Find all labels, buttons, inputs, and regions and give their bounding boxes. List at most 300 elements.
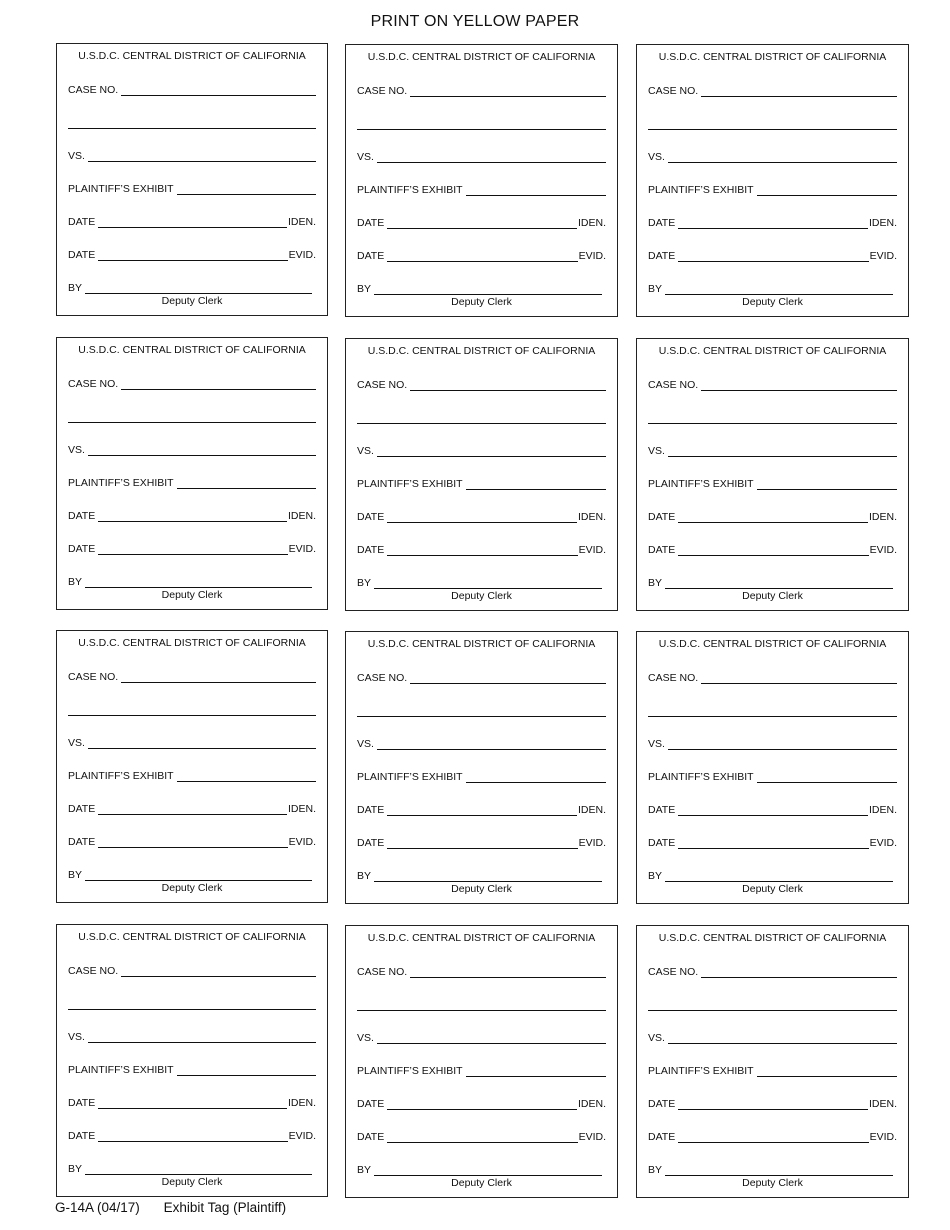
date-label: DATE: [68, 249, 96, 261]
exhibit-line: [177, 477, 316, 489]
by-line: [374, 1164, 602, 1176]
date-evid-row: [648, 1129, 897, 1143]
by-line: [374, 283, 602, 295]
date-evid-row: [68, 834, 316, 848]
evid-label: EVID.: [578, 250, 606, 262]
date-evid-row: [68, 1128, 316, 1142]
date-iden-row: [68, 801, 316, 815]
date-iden-row: [68, 508, 316, 522]
exhibit-tag: [345, 925, 618, 1198]
exhibit-label: PLAINTIFF’S EXHIBIT: [648, 478, 754, 490]
case-no-label: CASE NO.: [648, 966, 699, 978]
date-label: DATE: [648, 217, 676, 229]
by-row: [68, 574, 312, 588]
date-evid-row: [357, 248, 606, 262]
date-iden-row: [68, 1095, 316, 1109]
by-label: BY: [357, 1164, 372, 1176]
by-line: [85, 869, 312, 881]
vs-row: [648, 149, 897, 163]
by-label: BY: [68, 282, 83, 294]
vs-line: [377, 738, 606, 750]
exhibit-label: PLAINTIFF’S EXHIBIT: [357, 771, 463, 783]
by-line: [85, 576, 312, 588]
by-label: BY: [68, 869, 83, 881]
date-evid-row: [357, 1129, 606, 1143]
evid-label: EVID.: [288, 1130, 316, 1142]
case-title-row: [648, 703, 897, 717]
vs-line: [377, 1032, 606, 1044]
date-evid-row: [648, 542, 897, 556]
by-line: [374, 577, 602, 589]
vs-line: [88, 737, 316, 749]
evid-label: EVID.: [578, 1131, 606, 1143]
vs-row: [68, 442, 316, 456]
exhibit-line: [177, 1064, 316, 1076]
exhibit-line: [466, 771, 606, 783]
evid-label: EVID.: [869, 837, 897, 849]
exhibit-line: [757, 478, 897, 490]
case-no-row: [68, 376, 316, 390]
date-evid-row: [648, 248, 897, 262]
exhibit-tag: [636, 44, 909, 317]
date-label: DATE: [648, 544, 676, 556]
exhibit-label: PLAINTIFF’S EXHIBIT: [357, 478, 463, 490]
print-instruction: PRINT ON YELLOW PAPER: [370, 13, 580, 30]
deputy-clerk-label: Deputy Clerk: [742, 590, 803, 602]
exhibit-tag: [56, 43, 328, 316]
by-row: [648, 1162, 893, 1176]
case-title-row: [68, 996, 316, 1010]
case-no-label: CASE NO.: [357, 672, 408, 684]
case-no-row: [68, 669, 316, 683]
by-line: [665, 1164, 893, 1176]
case-no-label: CASE NO.: [648, 85, 699, 97]
court-name: U.S.D.C. CENTRAL DISTRICT OF CALIFORNIA: [78, 637, 306, 649]
exhibit-label: PLAINTIFF’S EXHIBIT: [648, 771, 754, 783]
date-evid-line: [387, 837, 577, 849]
case-title-row: [648, 410, 897, 424]
case-no-row: [357, 83, 606, 97]
exhibit-tag: [56, 337, 328, 610]
exhibit-label: PLAINTIFF’S EXHIBIT: [68, 183, 174, 195]
by-line: [374, 870, 602, 882]
by-label: BY: [357, 283, 372, 295]
iden-label: IDEN.: [577, 511, 606, 523]
by-line: [665, 283, 893, 295]
vs-line: [668, 151, 897, 163]
case-no-line: [410, 85, 606, 97]
vs-row: [357, 149, 606, 163]
case-no-row: [648, 377, 897, 391]
date-label: DATE: [68, 1130, 96, 1142]
date-label: DATE: [648, 1098, 676, 1110]
date-label: DATE: [357, 250, 385, 262]
case-no-label: CASE NO.: [357, 379, 408, 391]
by-row: [648, 868, 893, 882]
case-title-line: [648, 412, 897, 424]
date-evid-line: [387, 1131, 577, 1143]
by-row: [648, 281, 893, 295]
case-title-row: [68, 409, 316, 423]
date-evid-line: [98, 836, 287, 848]
deputy-clerk-label: Deputy Clerk: [451, 1177, 512, 1189]
case-no-label: CASE NO.: [648, 672, 699, 684]
deputy-clerk-label: Deputy Clerk: [161, 882, 223, 894]
by-row: [68, 1161, 312, 1175]
date-evid-row: [68, 541, 316, 555]
exhibit-row: [357, 769, 606, 783]
case-no-label: CASE NO.: [68, 84, 119, 96]
exhibit-row: [357, 1063, 606, 1077]
vs-line: [88, 444, 316, 456]
by-row: [68, 280, 312, 294]
by-row: [357, 868, 602, 882]
date-iden-line: [678, 1098, 868, 1110]
exhibit-row: [68, 768, 316, 782]
vs-row: [648, 1030, 897, 1044]
court-name: U.S.D.C. CENTRAL DISTRICT OF CALIFORNIA: [78, 931, 306, 943]
vs-label: VS.: [357, 445, 374, 457]
evid-label: EVID.: [869, 250, 897, 262]
date-evid-line: [678, 837, 868, 849]
date-evid-line: [678, 250, 868, 262]
date-iden-line: [98, 1097, 287, 1109]
date-label: DATE: [68, 216, 96, 228]
exhibit-label: PLAINTIFF’S EXHIBIT: [68, 770, 174, 782]
vs-label: VS.: [68, 444, 85, 456]
exhibit-label: PLAINTIFF’S EXHIBIT: [648, 1065, 754, 1077]
vs-row: [357, 736, 606, 750]
vs-row: [648, 736, 897, 750]
case-no-row: [357, 670, 606, 684]
form-name: Exhibit Tag (Plaintiff): [163, 1200, 287, 1215]
case-title-row: [357, 703, 606, 717]
exhibit-row: [648, 182, 897, 196]
exhibit-tag: [636, 631, 909, 904]
date-label: DATE: [68, 1097, 96, 1109]
by-label: BY: [68, 576, 83, 588]
case-no-row: [648, 83, 897, 97]
iden-label: IDEN.: [868, 804, 897, 816]
exhibit-tag: [56, 630, 328, 903]
vs-label: VS.: [68, 737, 85, 749]
date-evid-line: [98, 1130, 287, 1142]
date-iden-line: [387, 804, 577, 816]
exhibit-row: [68, 181, 316, 195]
date-label: DATE: [68, 836, 96, 848]
by-line: [665, 870, 893, 882]
case-title-line: [357, 705, 606, 717]
date-iden-line: [678, 804, 868, 816]
case-title-row: [357, 116, 606, 130]
by-line: [665, 577, 893, 589]
date-iden-line: [387, 1098, 577, 1110]
date-iden-row: [357, 802, 606, 816]
date-evid-row: [648, 835, 897, 849]
case-no-line: [701, 966, 897, 978]
by-row: [357, 281, 602, 295]
date-evid-row: [68, 247, 316, 261]
evid-label: EVID.: [869, 544, 897, 556]
court-name: U.S.D.C. CENTRAL DISTRICT OF CALIFORNIA: [658, 51, 887, 63]
evid-label: EVID.: [869, 1131, 897, 1143]
case-title-row: [68, 115, 316, 129]
case-title-line: [648, 118, 897, 130]
deputy-clerk-label: Deputy Clerk: [742, 296, 803, 308]
case-title-line: [68, 704, 316, 716]
case-no-line: [410, 672, 606, 684]
by-line: [85, 282, 312, 294]
exhibit-label: PLAINTIFF’S EXHIBIT: [357, 184, 463, 196]
evid-label: EVID.: [578, 544, 606, 556]
iden-label: IDEN.: [287, 803, 316, 815]
case-no-line: [121, 671, 316, 683]
by-label: BY: [68, 1163, 83, 1175]
deputy-clerk-label: Deputy Clerk: [451, 883, 512, 895]
iden-label: IDEN.: [577, 217, 606, 229]
deputy-clerk-label: Deputy Clerk: [451, 296, 512, 308]
date-iden-row: [648, 802, 897, 816]
case-no-label: CASE NO.: [68, 671, 119, 683]
case-no-row: [648, 964, 897, 978]
date-label: DATE: [357, 804, 385, 816]
exhibit-label: PLAINTIFF’S EXHIBIT: [648, 184, 754, 196]
date-iden-row: [68, 214, 316, 228]
vs-label: VS.: [648, 445, 665, 457]
exhibit-row: [357, 182, 606, 196]
case-title-row: [357, 410, 606, 424]
by-label: BY: [648, 870, 663, 882]
case-no-row: [648, 670, 897, 684]
date-iden-line: [98, 216, 287, 228]
by-label: BY: [357, 577, 372, 589]
exhibit-tag: [345, 44, 618, 317]
exhibit-row: [648, 1063, 897, 1077]
exhibit-tag: [345, 338, 618, 611]
date-iden-line: [678, 511, 868, 523]
date-evid-line: [678, 1131, 868, 1143]
vs-row: [68, 1029, 316, 1043]
date-iden-line: [98, 510, 287, 522]
iden-label: IDEN.: [868, 1098, 897, 1110]
date-evid-line: [387, 250, 577, 262]
court-name: U.S.D.C. CENTRAL DISTRICT OF CALIFORNIA: [658, 638, 887, 650]
case-title-line: [648, 705, 897, 717]
court-name: U.S.D.C. CENTRAL DISTRICT OF CALIFORNIA: [367, 345, 596, 357]
date-iden-line: [387, 217, 577, 229]
exhibit-row: [648, 769, 897, 783]
date-iden-line: [678, 217, 868, 229]
case-no-line: [701, 85, 897, 97]
vs-row: [68, 735, 316, 749]
iden-label: IDEN.: [287, 216, 316, 228]
vs-label: VS.: [68, 150, 85, 162]
date-label: DATE: [357, 837, 385, 849]
form-footer: [55, 1200, 306, 1215]
exhibit-tag: [56, 924, 328, 1197]
case-title-row: [357, 997, 606, 1011]
case-title-line: [357, 412, 606, 424]
case-no-label: CASE NO.: [68, 378, 119, 390]
case-title-line: [68, 411, 316, 423]
evid-label: EVID.: [578, 837, 606, 849]
by-row: [648, 575, 893, 589]
date-evid-line: [387, 544, 577, 556]
exhibit-line: [757, 184, 897, 196]
date-label: DATE: [68, 510, 96, 522]
exhibit-tag: [636, 925, 909, 1198]
date-evid-line: [98, 249, 287, 261]
case-title-line: [68, 117, 316, 129]
date-iden-line: [387, 511, 577, 523]
date-label: DATE: [357, 217, 385, 229]
date-label: DATE: [648, 250, 676, 262]
vs-line: [377, 445, 606, 457]
date-evid-row: [357, 542, 606, 556]
iden-label: IDEN.: [868, 511, 897, 523]
date-evid-line: [98, 543, 287, 555]
exhibit-row: [648, 476, 897, 490]
vs-line: [88, 1031, 316, 1043]
case-no-line: [121, 965, 316, 977]
exhibit-line: [466, 478, 606, 490]
date-iden-row: [648, 509, 897, 523]
exhibit-line: [466, 1065, 606, 1077]
deputy-clerk-label: Deputy Clerk: [161, 1176, 223, 1188]
case-no-line: [121, 84, 316, 96]
date-label: DATE: [357, 511, 385, 523]
case-no-row: [357, 964, 606, 978]
date-label: DATE: [357, 544, 385, 556]
date-label: DATE: [648, 804, 676, 816]
by-label: BY: [357, 870, 372, 882]
deputy-clerk-label: Deputy Clerk: [161, 589, 223, 601]
evid-label: EVID.: [288, 836, 316, 848]
date-label: DATE: [648, 1131, 676, 1143]
case-no-line: [701, 379, 897, 391]
vs-label: VS.: [68, 1031, 85, 1043]
court-name: U.S.D.C. CENTRAL DISTRICT OF CALIFORNIA: [367, 638, 596, 650]
case-no-line: [121, 378, 316, 390]
date-evid-row: [357, 835, 606, 849]
exhibit-row: [68, 1062, 316, 1076]
case-no-label: CASE NO.: [357, 966, 408, 978]
vs-line: [88, 150, 316, 162]
case-title-row: [648, 997, 897, 1011]
case-title-line: [648, 999, 897, 1011]
vs-label: VS.: [648, 1032, 665, 1044]
date-evid-line: [678, 544, 868, 556]
by-line: [85, 1163, 312, 1175]
iden-label: IDEN.: [577, 1098, 606, 1110]
exhibit-tag: [636, 338, 909, 611]
exhibit-label: PLAINTIFF’S EXHIBIT: [357, 1065, 463, 1077]
vs-row: [357, 443, 606, 457]
date-iden-line: [98, 803, 287, 815]
case-no-line: [410, 379, 606, 391]
date-label: DATE: [357, 1098, 385, 1110]
exhibit-label: PLAINTIFF’S EXHIBIT: [68, 477, 174, 489]
case-no-row: [68, 82, 316, 96]
court-name: U.S.D.C. CENTRAL DISTRICT OF CALIFORNIA: [367, 932, 596, 944]
court-name: U.S.D.C. CENTRAL DISTRICT OF CALIFORNIA: [658, 345, 887, 357]
exhibit-line: [757, 771, 897, 783]
by-label: BY: [648, 283, 663, 295]
date-label: DATE: [357, 1131, 385, 1143]
vs-label: VS.: [648, 151, 665, 163]
vs-label: VS.: [648, 738, 665, 750]
date-label: DATE: [648, 511, 676, 523]
case-title-line: [68, 998, 316, 1010]
vs-row: [357, 1030, 606, 1044]
vs-row: [648, 443, 897, 457]
case-title-line: [357, 999, 606, 1011]
exhibit-line: [757, 1065, 897, 1077]
iden-label: IDEN.: [868, 217, 897, 229]
case-title-row: [68, 702, 316, 716]
case-title-row: [648, 116, 897, 130]
date-iden-row: [648, 1096, 897, 1110]
exhibit-row: [357, 476, 606, 490]
iden-label: IDEN.: [577, 804, 606, 816]
vs-label: VS.: [357, 738, 374, 750]
evid-label: EVID.: [288, 249, 316, 261]
case-no-label: CASE NO.: [648, 379, 699, 391]
exhibit-label: PLAINTIFF’S EXHIBIT: [68, 1064, 174, 1076]
deputy-clerk-label: Deputy Clerk: [161, 295, 223, 307]
evid-label: EVID.: [288, 543, 316, 555]
iden-label: IDEN.: [287, 510, 316, 522]
by-label: BY: [648, 1164, 663, 1176]
iden-label: IDEN.: [287, 1097, 316, 1109]
deputy-clerk-label: Deputy Clerk: [451, 590, 512, 602]
vs-line: [668, 1032, 897, 1044]
vs-row: [68, 148, 316, 162]
date-label: DATE: [68, 543, 96, 555]
form-code: G-14A (04/17): [55, 1200, 140, 1215]
court-name: U.S.D.C. CENTRAL DISTRICT OF CALIFORNIA: [658, 932, 887, 944]
court-name: U.S.D.C. CENTRAL DISTRICT OF CALIFORNIA: [367, 51, 596, 63]
exhibit-line: [466, 184, 606, 196]
court-name: U.S.D.C. CENTRAL DISTRICT OF CALIFORNIA: [78, 344, 306, 356]
date-label: DATE: [648, 837, 676, 849]
date-iden-row: [357, 215, 606, 229]
case-no-row: [68, 963, 316, 977]
vs-label: VS.: [357, 1032, 374, 1044]
date-iden-row: [648, 215, 897, 229]
case-no-label: CASE NO.: [357, 85, 408, 97]
exhibit-line: [177, 183, 316, 195]
vs-line: [377, 151, 606, 163]
vs-line: [668, 445, 897, 457]
by-row: [357, 575, 602, 589]
case-no-line: [410, 966, 606, 978]
vs-label: VS.: [357, 151, 374, 163]
by-row: [357, 1162, 602, 1176]
date-iden-row: [357, 509, 606, 523]
date-iden-row: [357, 1096, 606, 1110]
case-no-line: [701, 672, 897, 684]
deputy-clerk-label: Deputy Clerk: [742, 883, 803, 895]
date-label: DATE: [68, 803, 96, 815]
exhibit-line: [177, 770, 316, 782]
by-label: BY: [648, 577, 663, 589]
deputy-clerk-label: Deputy Clerk: [742, 1177, 803, 1189]
by-row: [68, 867, 312, 881]
case-title-line: [357, 118, 606, 130]
court-name: U.S.D.C. CENTRAL DISTRICT OF CALIFORNIA: [78, 50, 306, 62]
case-no-label: CASE NO.: [68, 965, 119, 977]
